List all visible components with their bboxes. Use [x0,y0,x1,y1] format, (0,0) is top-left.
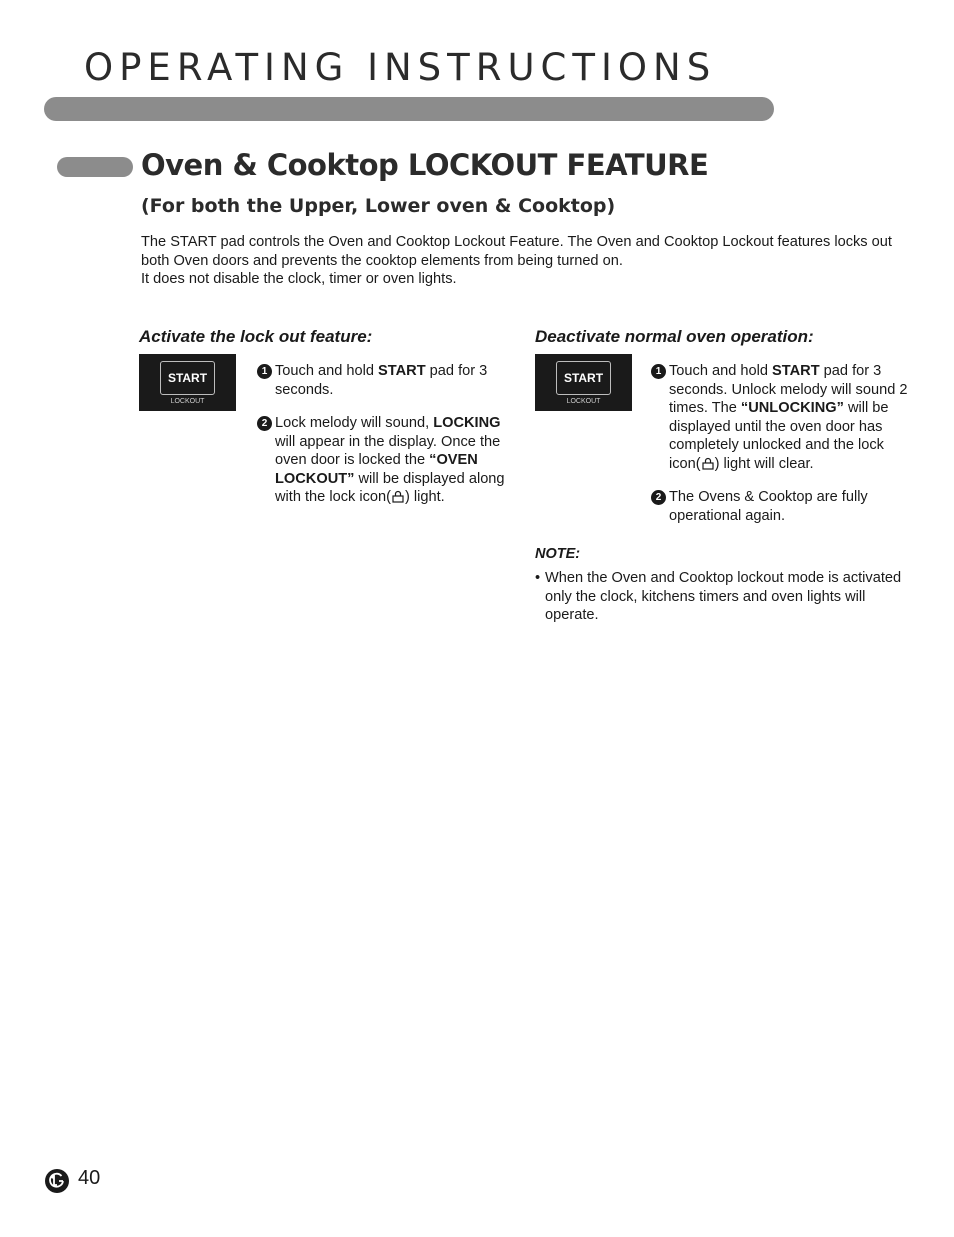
step-number-icon: 1 [257,364,272,379]
lg-logo-icon [44,1168,70,1194]
start-keypad-activate [139,354,236,411]
step-number-icon: 2 [257,416,272,431]
page-number: 40 [78,1167,101,1189]
step-number-icon: 1 [651,364,666,379]
note-text: When the Oven and Cooktop lockout mode is activated only the clock, kitchens timers and oven lights will operate. [545,570,902,623]
note-item [535,569,915,625]
activate-step-1: 1 Touch and hold START pad for 3 seconds. [257,362,512,399]
intro-paragraph-1: The START pad controls the Oven and Cooktop Lockout Feature. The Oven and Cooktop Lockout features locks out both Oven doors and prevents the cooktop elements from being turned on. [141,234,892,269]
lock-icon [391,490,405,503]
activate-heading: Activate the lock out feature: [139,327,373,346]
section-subtitle: (For both the Upper, Lower oven & Cooktop) [141,195,616,217]
activate-steps [257,362,512,522]
deactivate-steps [651,362,913,540]
start-button: START [160,361,215,395]
deactivate-heading: Deactivate normal oven operation: [535,327,814,346]
bullet: • [535,570,541,586]
lockout-label: LOCKOUT [170,398,205,405]
lockout-label: LOCKOUT [566,398,601,405]
start-keypad-deactivate [535,354,632,411]
intro-paragraph-2: It does not disable the clock, timer or oven lights. [141,271,457,287]
deactivate-step-1: 1 Touch and hold START pad for 3 seconds. Unlock melody will sound 2 times. The “UNLOCKING” will be displayed until the oven door has completely unlocked and the lock icon( ) light will clear. [651,362,913,473]
section-marker [57,157,133,177]
note-title: NOTE: [535,546,581,562]
section-title: Oven & Cooktop LOCKOUT FEATURE [141,148,709,182]
intro-text [141,233,901,289]
header-bar [44,97,774,121]
activate-step-2: 2 Lock melody will sound, LOCKING will appear in the display. Once the oven door is locked the “OVEN LOCKOUT” will be displayed along with the lock icon( ) light. [257,414,512,507]
step-number-icon: 2 [651,490,666,505]
deactivate-step-2: 2 The Ovens & Cooktop are fully operational again. [651,488,913,525]
lock-icon [701,457,715,470]
page-header-title: OPERATING INSTRUCTIONS [84,46,717,89]
start-button: START [556,361,611,395]
